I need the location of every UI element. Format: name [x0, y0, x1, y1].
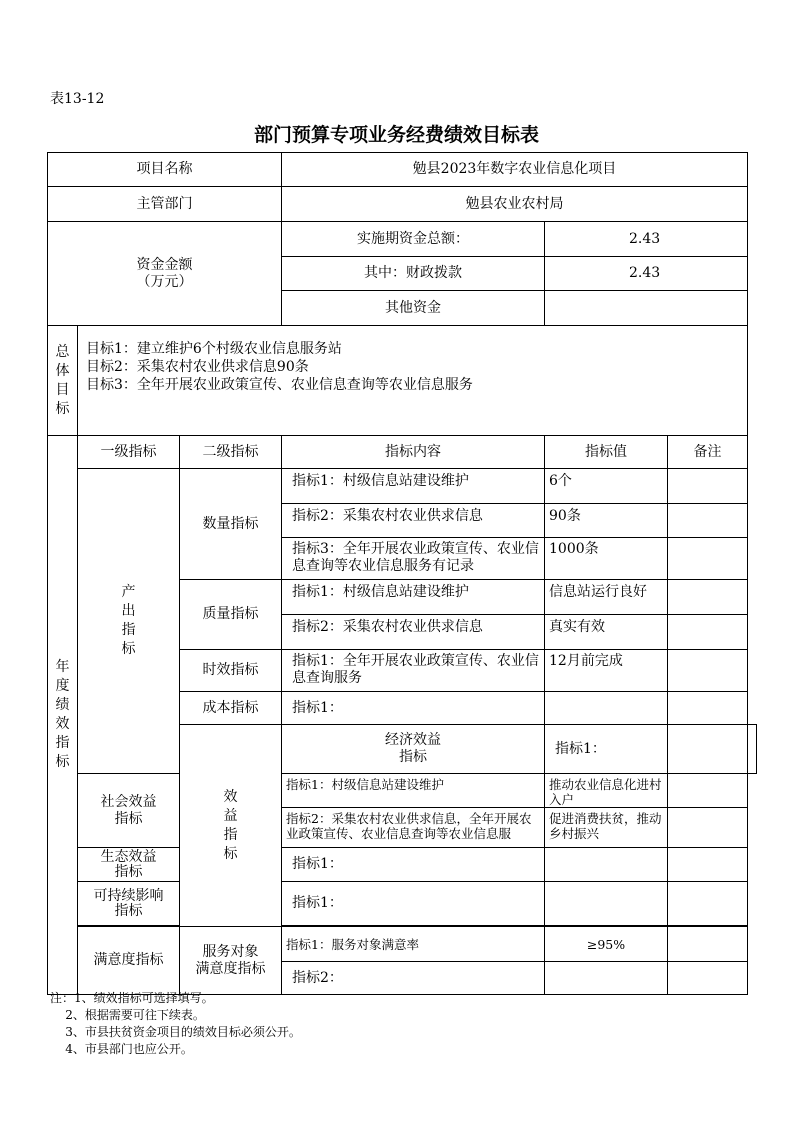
quality-value-1: 信息站运行良好 [545, 580, 668, 615]
header-content: 指标内容 [282, 436, 545, 469]
annual-label-char: 年 [55, 659, 70, 675]
row-social-1 [48, 774, 757, 808]
ecological-value [545, 848, 668, 882]
footnote: 3、市县扶贫资金项目的绩效目标必须公开。 [50, 1025, 301, 1039]
ecological-content: 指标1： [282, 848, 545, 882]
sustainable-remark [668, 882, 748, 926]
footnotes [50, 990, 301, 1058]
economic-content: 指标1： [545, 725, 668, 774]
overall-label-char: 目 [55, 381, 70, 398]
annual-indicators-label [48, 436, 78, 995]
quantity-remark-3 [668, 538, 748, 580]
row-annual-header [48, 436, 757, 469]
ecological-indicators-label [78, 848, 180, 882]
service-content-1: 指标1：服务对象满意率 [282, 927, 545, 962]
benefit-label-char: 益 [223, 807, 238, 824]
social-value-1: 推动农业信息化进村入户 [545, 774, 668, 808]
social-remark-1 [668, 774, 748, 808]
social-content-2-text: 指标2：采集农村农业供求信息，全年开展农业政策宣传、农业信息查询等农业信息服 [286, 811, 532, 841]
header-level1: 一级指标 [78, 436, 180, 469]
economic-label-line1: 经济效益 [385, 732, 441, 748]
row-sustainable [48, 882, 757, 926]
service-content-2: 指标2： [282, 962, 545, 995]
ecological-label-line1: 生态效益 [100, 848, 157, 865]
overall-label-char: 总 [55, 343, 70, 360]
quantity-indicators-label: 数量指标 [180, 469, 282, 580]
service-satisfaction-label [180, 927, 282, 995]
ecological-label-line2: 指标 [114, 863, 143, 880]
fund-amount-label [48, 222, 282, 326]
fund-fiscal-value [545, 257, 748, 291]
sustainable-content: 指标1： [282, 882, 545, 926]
quantity-content-1: 指标1：村级信息站建设维护 [282, 469, 545, 504]
project-name-label: 项目名称 [48, 153, 282, 187]
economic-label-line2: 指标 [399, 749, 427, 765]
header-level2: 二级指标 [180, 436, 282, 469]
annual-label-char: 标 [55, 754, 70, 770]
social-indicators-label [78, 774, 180, 848]
fund-total-label: 实施期资金总额： [282, 222, 545, 257]
timeliness-indicators-label: 时效指标 [180, 650, 282, 692]
quality-content-1: 指标1：村级信息站建设维护 [282, 580, 545, 615]
row-department [48, 187, 757, 222]
quantity-content-2: 指标2：采集农村农业供求信息 [282, 504, 545, 538]
fund-fiscal-number: 2.43 [629, 265, 661, 281]
annual-label-char: 度 [55, 678, 70, 694]
fund-other-value [545, 291, 748, 326]
timeliness-value: 12月前完成 [545, 650, 668, 692]
quality-content-2: 指标2：采集农村农业供求信息 [282, 615, 545, 650]
row-ecological [48, 848, 757, 882]
economic-remark [748, 725, 757, 774]
benefit-indicators-label [180, 725, 282, 927]
output-label-char: 标 [121, 641, 136, 657]
sustainable-value [545, 882, 668, 926]
annual-label-char: 绩 [55, 697, 70, 713]
fund-other-label: 其他资金 [282, 291, 545, 326]
sustainable-label-line2: 指标 [114, 902, 143, 919]
benefit-label-char: 效 [223, 788, 238, 805]
annual-label-char: 指 [55, 735, 70, 751]
table-number: 表13-12 [50, 91, 105, 107]
header-remark: 备注 [668, 436, 748, 469]
performance-goal-table [47, 152, 757, 995]
economic-indicators-label [282, 725, 545, 774]
social-remark-2 [668, 808, 748, 848]
overall-goals-label [48, 326, 78, 436]
social-value-2: 促进消费扶贫，推动乡村振兴 [545, 808, 668, 848]
quantity-remark-1 [668, 469, 748, 504]
satisfaction-indicators-label: 满意度指标 [78, 927, 180, 995]
page-title: 部门预算专项业务经费绩效目标表 [253, 124, 539, 146]
sustainable-label-line1: 可持续影响 [93, 887, 164, 904]
overall-label-char: 标 [55, 400, 70, 417]
fund-total-value [545, 222, 748, 257]
cost-indicators-label: 成本指标 [180, 692, 282, 725]
social-content-1: 指标1：村级信息站建设维护 [282, 774, 545, 808]
fund-fiscal-label: 其中：财政拨款 [282, 257, 545, 291]
output-indicators-label [78, 469, 180, 774]
footnote: 2、根据需要可往下续表。 [50, 1008, 205, 1022]
sustainable-indicators-label [78, 882, 180, 926]
fund-label-line2: （万元） [136, 273, 193, 290]
benefit-label-char: 标 [223, 845, 238, 862]
goal-item: 目标2：采集农村农业供求信息90条 [86, 359, 309, 375]
quality-value-2: 真实有效 [545, 615, 668, 650]
row-service-1 [48, 927, 757, 962]
service-label-line1: 服务对象 [202, 943, 259, 960]
annual-label-char: 效 [55, 716, 70, 732]
row-project-name [48, 153, 757, 187]
row-fund-total [48, 222, 757, 257]
cost-remark [668, 692, 748, 725]
overall-label-char: 体 [55, 362, 70, 379]
quantity-value-2: 90条 [545, 504, 668, 538]
goal-item: 目标1：建立维护6个村级农业信息服务站 [86, 341, 342, 357]
service-remark-2 [668, 962, 748, 995]
overall-goals-content [78, 326, 748, 436]
benefit-label-char: 指 [223, 826, 238, 843]
footnote: 4、市县部门也应公开。 [50, 1042, 193, 1056]
timeliness-content: 指标1：全年开展农业政策宣传、农业信息查询服务 [282, 650, 545, 692]
service-value-1: ≥95% [545, 927, 668, 962]
row-overall-goals [48, 326, 757, 436]
fund-label-line1: 资金金额 [136, 256, 193, 273]
department-label: 主管部门 [48, 187, 282, 222]
row-quantity-1 [48, 469, 757, 504]
fund-total-number: 2.43 [629, 230, 661, 247]
project-name-value: 勉县2023年数字农业信息化项目 [282, 153, 748, 187]
service-label-line2: 满意度指标 [195, 960, 266, 977]
header-value: 指标值 [545, 436, 668, 469]
output-label-char: 产 [121, 584, 136, 600]
quality-remark-2 [668, 615, 748, 650]
ecological-remark [668, 848, 748, 882]
quantity-remark-2 [668, 504, 748, 538]
social-label-line2: 指标 [114, 810, 143, 827]
social-content-2 [282, 808, 545, 848]
social-label-line1: 社会效益 [100, 793, 157, 810]
timeliness-remark [668, 650, 748, 692]
output-label-char: 指 [121, 622, 136, 638]
service-value-2 [545, 962, 668, 995]
quality-indicators-label: 质量指标 [180, 580, 282, 650]
economic-value [668, 725, 748, 774]
output-label-char: 出 [121, 603, 136, 619]
quantity-value-1: 6个 [545, 469, 668, 504]
cost-value [545, 692, 668, 725]
quantity-value-3: 1000条 [545, 538, 668, 580]
department-value: 勉县农业农村局 [282, 187, 748, 222]
quality-remark-1 [668, 580, 748, 615]
service-remark-1 [668, 927, 748, 962]
goal-item: 目标3：全年开展农业政策宣传、农业信息查询等农业信息服务 [86, 377, 473, 393]
footnote: 注：1、绩效指标可选择填写。 [50, 991, 214, 1005]
cost-content: 指标1： [282, 692, 545, 725]
quantity-content-3: 指标3：全年开展农业政策宣传、农业信息查询等农业信息服务有记录 [282, 538, 545, 580]
